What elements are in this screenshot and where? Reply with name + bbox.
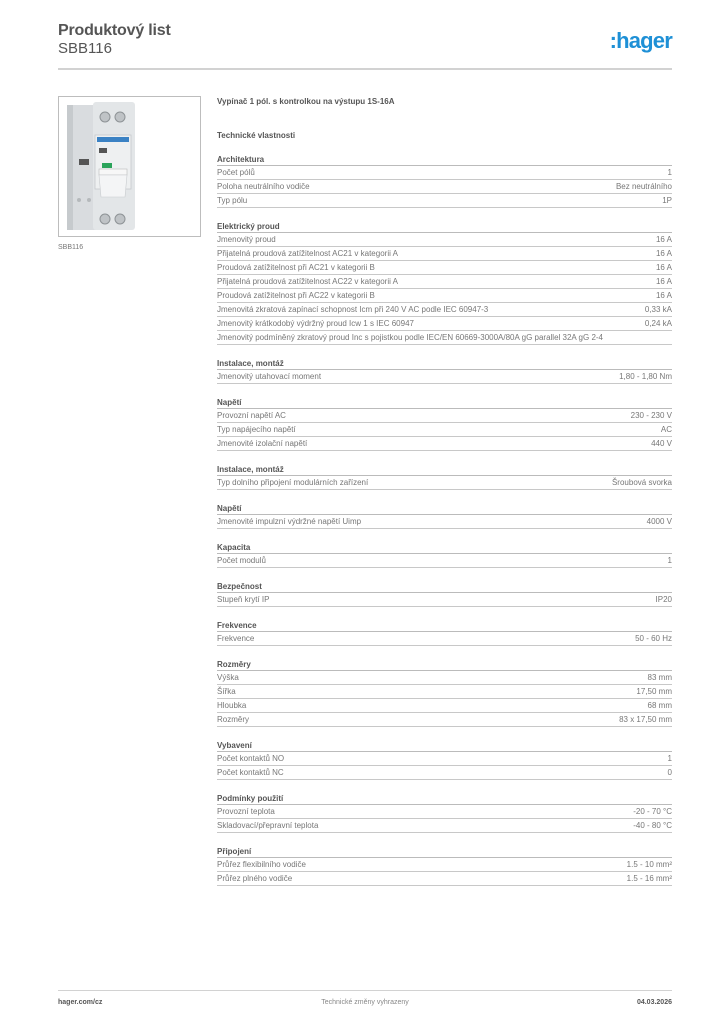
spec-value: 1.5 - 10 mm²: [626, 860, 672, 869]
spec-group: [217, 581, 672, 607]
spec-row: [217, 166, 672, 180]
spec-row: [217, 303, 672, 317]
spec-group-title: Rozměry: [217, 659, 672, 671]
spec-group: [217, 659, 672, 727]
spec-row: [217, 713, 672, 727]
spec-row: [217, 331, 672, 345]
spec-value: 50 - 60 Hz: [635, 634, 672, 643]
spec-value: 230 - 230 V: [630, 411, 672, 420]
spec-row: [217, 289, 672, 303]
spec-group: [217, 464, 672, 490]
spec-row: [217, 699, 672, 713]
spec-value: 68 mm: [647, 701, 672, 710]
spec-row: [217, 593, 672, 607]
spec-label: Typ napájecího napětí: [217, 425, 296, 434]
page-header: [58, 20, 672, 70]
hager-logo: :hager: [609, 28, 672, 53]
spec-value: Šroubová svorka: [611, 478, 672, 487]
spec-row: [217, 476, 672, 490]
page-footer: [58, 999, 672, 1011]
spec-label: Jmenovitý utahovací moment: [217, 372, 322, 381]
spec-value: 1,80 - 1,80 Nm: [619, 372, 672, 381]
spec-group: [217, 221, 672, 345]
spec-label: Výška: [217, 673, 239, 682]
spec-group-title: Připojení: [217, 846, 672, 858]
spec-row: [217, 247, 672, 261]
spec-value: 0,33 kA: [644, 305, 672, 314]
spec-group-title: Napětí: [217, 503, 672, 515]
product-description: Vypínač 1 pól. s kontrolkou na výstupu 1S-16A: [217, 97, 395, 106]
spec-label: Stupeň krytí IP: [217, 595, 270, 604]
footer-notice: Technické změny vyhrazeny: [321, 999, 409, 1006]
spec-label: Průřez flexibilního vodiče: [217, 860, 306, 869]
spec-group: [217, 740, 672, 780]
spec-label: Přijatelná proudová zatížitelnost AC22 v kategorii A: [217, 277, 398, 286]
spec-group: [217, 542, 672, 568]
spec-label: Proudová zatížitelnost při AC21 v kategorii B: [217, 263, 375, 272]
spec-group: [217, 358, 672, 384]
spec-value: 83 x 17,50 mm: [619, 715, 672, 724]
spec-value: AC: [660, 425, 672, 434]
section-heading: Technické vlastnosti: [217, 131, 296, 140]
spec-label: Typ dolního připojení modulárních zařízení: [217, 478, 369, 487]
spec-group-title: Elektrický proud: [217, 221, 672, 233]
spec-value: 0: [667, 768, 672, 777]
spec-groups: [217, 154, 672, 886]
spec-group-title: Architektura: [217, 154, 672, 166]
spec-label: Počet modulů: [217, 556, 266, 565]
spec-row: [217, 437, 672, 451]
spec-label: Počet kontaktů NO: [217, 754, 285, 763]
spec-label: Typ pólu: [217, 196, 248, 205]
spec-label: Hloubka: [217, 701, 247, 710]
spec-label: Jmenovité impulzní výdržné napětí Uimp: [217, 517, 362, 526]
spec-group-title: Napětí: [217, 397, 672, 409]
spec-label: Jmenovitý podmíněný zkratový proud Inc s pojistkou podle IEC/EN 60669-3000A/80A gG parallel 32A gG 2-4: [217, 333, 603, 342]
spec-group-title: Vybavení: [217, 740, 672, 752]
spec-label: Poloha neutrálního vodiče: [217, 182, 310, 191]
spec-label: Provozní teplota: [217, 807, 275, 816]
spec-group: [217, 793, 672, 833]
spec-group: [217, 503, 672, 529]
spec-value: 4000 V: [646, 517, 672, 526]
website-link[interactable]: hager.com/cz: [58, 999, 103, 1006]
spec-value: 0,24 kA: [644, 319, 672, 328]
spec-value: 17,50 mm: [636, 687, 672, 696]
spec-label: Provozní napětí AC: [217, 411, 286, 420]
spec-row: [217, 805, 672, 819]
spec-value: 1: [667, 556, 672, 565]
spec-label: Jmenovitý krátkodobý výdržný proud Icw 1 s IEC 60947: [217, 319, 414, 328]
spec-row: [217, 317, 672, 331]
spec-row: [217, 685, 672, 699]
footer-divider: [58, 990, 672, 991]
spec-label: Průřez plného vodiče: [217, 874, 293, 883]
spec-value: 1.5 - 16 mm²: [626, 874, 672, 883]
document-date: 04.03.2026: [636, 999, 672, 1006]
spec-label: Jmenovitá zkratová zapínací schopnost Icm při 240 V AC podle IEC 60947-3: [217, 305, 489, 314]
spec-row: [217, 180, 672, 194]
spec-group-title: Kapacita: [217, 542, 672, 554]
spec-label: Přijatelná proudová zatížitelnost AC21 v kategorii A: [217, 249, 398, 258]
spec-value: 1: [667, 168, 672, 177]
spec-group-title: Bezpečnost: [217, 581, 672, 593]
spec-label: Počet pólů: [217, 168, 255, 177]
spec-value: 16 A: [655, 263, 672, 272]
spec-row: [217, 194, 672, 208]
document-title: Produktový list: [58, 22, 171, 39]
spec-value: -20 - 70 °C: [633, 807, 672, 816]
image-caption: SBB116: [58, 244, 84, 251]
spec-row: [217, 554, 672, 568]
spec-value: Bez neutrálního: [615, 182, 672, 191]
header-divider: [58, 68, 672, 70]
product-code: SBB116: [58, 40, 112, 57]
spec-value: -40 - 80 °C: [633, 821, 672, 830]
specifications: [217, 96, 672, 886]
spec-row: [217, 766, 672, 780]
spec-row: [217, 752, 672, 766]
spec-label: Frekvence: [217, 634, 255, 643]
spec-label: Proudová zatížitelnost při AC22 v kategorii B: [217, 291, 375, 300]
circuit-switch-illustration: [59, 97, 201, 237]
spec-group: [217, 397, 672, 451]
spec-value: 1: [667, 754, 672, 763]
spec-group-title: Instalace, montáž: [217, 358, 672, 370]
spec-row: [217, 261, 672, 275]
spec-row: [217, 632, 672, 646]
spec-value: 16 A: [655, 277, 672, 286]
spec-label: Jmenovité izolační napětí: [217, 439, 308, 448]
spec-group: [217, 620, 672, 646]
spec-row: [217, 233, 672, 247]
spec-value: 16 A: [655, 249, 672, 258]
spec-label: Rozměry: [217, 715, 250, 724]
spec-group: [217, 154, 672, 208]
spec-group: [217, 846, 672, 886]
spec-label: Šířka: [217, 687, 236, 696]
spec-value: 16 A: [655, 235, 672, 244]
spec-value: 83 mm: [647, 673, 672, 682]
spec-group-title: Frekvence: [217, 620, 672, 632]
spec-row: [217, 858, 672, 872]
spec-row: [217, 423, 672, 437]
spec-row: [217, 409, 672, 423]
spec-row: [217, 671, 672, 685]
spec-label: Skladovací/přepravní teplota: [217, 821, 319, 830]
spec-group-title: Podmínky použití: [217, 793, 672, 805]
spec-row: [217, 370, 672, 384]
spec-value: 1P: [662, 196, 672, 205]
product-image: [58, 96, 201, 237]
spec-row: [217, 275, 672, 289]
spec-label: Jmenovitý proud: [217, 235, 276, 244]
spec-group-title: Instalace, montáž: [217, 464, 672, 476]
spec-value: 440 V: [651, 439, 672, 448]
spec-value: 16 A: [655, 291, 672, 300]
spec-row: [217, 872, 672, 886]
spec-row: [217, 515, 672, 529]
spec-label: Počet kontaktů NC: [217, 768, 284, 777]
spec-row: [217, 819, 672, 833]
spec-value: IP20: [655, 595, 672, 604]
